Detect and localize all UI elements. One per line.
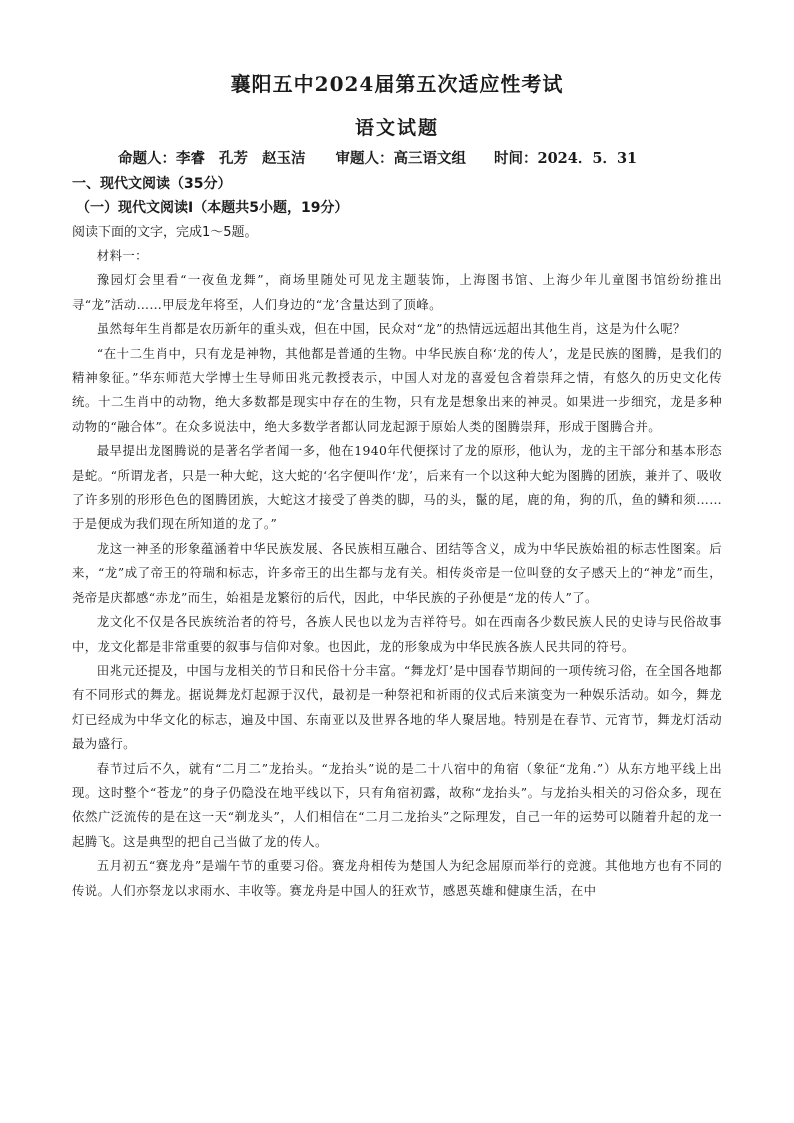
- exam-title: 襄阳五中2024届第五次适应性考试: [230, 72, 564, 96]
- material-label: 材料一：: [96, 248, 148, 263]
- paragraph: 豫园灯会里看“一夜鱼龙舞”，商场里随处可见龙主题装饰，上海图书馆、上海少年儿童图书馆纷纷推出寻“龙”活动……甲辰龙年将至，人们身边的“龙’含量达到了顶峰。: [72, 272, 722, 312]
- exam-date: 时间：2024．5．31: [494, 150, 638, 167]
- paragraph: 龙这一神圣的形象蕴涵着中华民族发展、各民族相互融合、团结等含义，成为中华民族始祖的标志性图案。后来，“龙”成了帝王的符瑞和标志，许多帝王的出生都与龙有关。相传炎帝是一位叫登的女子感天上的“神龙”而生，尧帝是庆都感“赤龙”而生，始祖是龙繁衍的后代，因此，中华民族的子孙便是“龙的传人”了。: [72, 540, 722, 605]
- paragraph: 龙文化不仅是各民族统治者的符号，各族人民也以龙为吉祥符号。如在西南各少数民族人民的史诗与民俗故事中，龙文化都是非常重要的叙事与信仰对象。也因此，龙的形象成为中华民族各族人民共同的符号。: [72, 614, 722, 654]
- paragraph: 最早提出龙图腾说的是著名学者闻一多，他在1940年代便探讨了龙的原形，他认为，龙的主干部分和基本形态是蛇。“所谓龙者，只是一种大蛇，这大蛇的‘名字便叫作‘龙’，后来有一个以这种大蛇为图腾的团族，兼并了、吸收了许多别的形形色色的图腾团族，大蛇这才接受了兽类的脚，马的头，鬣的尾，鹿的角，狗的爪，鱼的鳞和须……于是便成为我们现在所知道的龙了。”: [72, 443, 722, 532]
- paragraph: 田兆元还提及，中国与龙相关的节日和民俗十分丰富。“舞龙灯’是中国春节期间的一项传统习俗，在全国各地都有不同形式的舞龙。据说舞龙灯起源于汉代，最初是一种祭祀和祈雨的仪式后来演变为一种娱乐活动。如今，舞龙灯已经成为中华文化的标志，遍及中国、东南亚以及世界各地的华人聚居地。特别是在春节、元宵节，舞龙灯活动最为盛行。: [72, 662, 722, 752]
- setter-name: 孔芳: [219, 150, 248, 167]
- exam-info-line: [118, 147, 637, 168]
- subsection-heading: （一）现代文阅读Ⅰ（本题共5小题，19分）: [76, 200, 349, 216]
- paragraph: “在十二生肖中，只有龙是神物，其他都是普通的生物。中华民族自称‘龙的传人’，龙是民族的图腾，是我们的精神象征。”华东师范大学博士生导师田兆元教授表示，中国人对龙的喜爱包含着崇拜之情，有悠久的历史文化传统。十二生肖中的动物，绝大多数都是现实中存在的生物，只有龙是想象出来的神灵。如果进一步细究，龙是多种动物的“融合体”。在众多说法中，绝大多数学者都认同龙起源于原始人类的图腾崇拜，形成于图腾合并。: [72, 345, 722, 434]
- setter-name: 赵玉洁: [262, 150, 306, 167]
- reading-instruction: 阅读下面的文字，完成1～5题。: [72, 225, 258, 240]
- exam-subject: 语文试题: [354, 117, 439, 139]
- reviewer-label: 审题人：高三语文组: [335, 150, 466, 167]
- setters-label: 命题人：李睿: [118, 150, 205, 167]
- paragraph: 五月初五“赛龙舟”是端午节的重要习俗。赛龙舟相传为楚国人为纪念屈原而举行的竞渡。其他地方也有不同的传说。人们亦祭龙以求雨水、丰收等。赛龙舟是中国人的狂欢节，感恩英雄和健康生活，在中: [72, 858, 722, 898]
- material-body: [72, 244, 722, 903]
- paragraph: 虽然每年生肖都是农历新年的重头戏，但在中国，民众对“龙”的热情远远超出其他生肖，这是为什么呢？: [96, 321, 686, 337]
- paragraph: 春节过后不久，就有“二月二”龙抬头。“龙抬头”说的是二十八宿中的角宿（象征“龙角.”）从东方地平线上出现。这时整个“苍龙”的身子仍隐没在地平线以下，只有角宿初露，故称“龙抬头”。与龙抬头相关的习俗众多，现在依然广泛流传的是在这一天“剃龙头”，人们相信在“二月二龙抬头”之际理发，自己一年的运势可以随着升起的龙一起腾飞。这是典型的把自己当做了龙的传人。: [72, 760, 722, 849]
- section-heading: 一、现代文阅读（35分）: [72, 176, 232, 192]
